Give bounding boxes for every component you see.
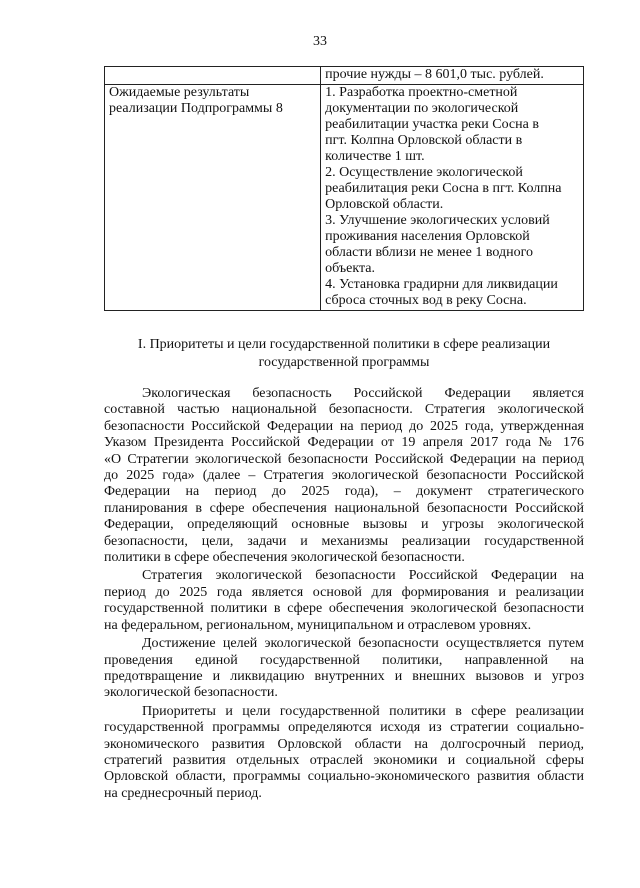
text-line: Орловской области, программы социально-экономического развития области: [104, 769, 584, 785]
text-line: до 2025 года» (далее – Стратегия экологической безопасности Российской: [104, 468, 584, 484]
cell-text: сброса сточных вод в реку Сосна.: [325, 293, 527, 308]
cell-text: объекта.: [325, 261, 376, 276]
cell-text: реабилитация реки Сосна в пгт. Колпна: [325, 181, 562, 196]
heading-line: государственной программы: [258, 355, 430, 370]
text-line: Указом Президента Российской Федерации от 19 апреля 2017 года № 176: [104, 435, 584, 451]
cell-text: 2. Осуществление экологической: [325, 165, 523, 180]
table-cell-label: [105, 85, 321, 311]
text-line: планирования в сфере обеспечения национальной безопасности Российской: [104, 500, 584, 516]
cell-text: пгт. Колпна Орловской области в: [325, 133, 523, 148]
paragraph: [104, 568, 584, 634]
text-line: стратегий развития отдельных отраслей экономики и социальной сферы: [104, 752, 584, 768]
cell-text: количестве 1 шт.: [325, 149, 425, 164]
text-line: Стратегия экологической безопасности Российской Федерации на: [142, 568, 584, 584]
text-line: безопасности, цели, задачи и механизмы реализации государственной: [104, 533, 584, 549]
cell-text: проживания населения Орловской: [325, 229, 530, 244]
text-line: государственной политики в сфере обеспечения экологической безопасности: [104, 601, 584, 617]
table-row-expected-results: [105, 85, 584, 311]
section-heading: [104, 336, 584, 372]
cell-text: Ожидаемые результаты: [109, 85, 250, 100]
cell-text: 4. Установка градирни для ликвидации: [325, 277, 558, 292]
text-line: составной частью национальной безопасности. Стратегия экологической: [104, 402, 584, 418]
table-cell-results: [321, 85, 584, 311]
cell-text: области вблизи не менее 1 водного: [325, 245, 533, 260]
table-cell-funding-continuation: [321, 67, 584, 85]
cell-text: реализации Подпрограммы 8: [109, 101, 283, 116]
cell-text: документации по экологической: [325, 101, 519, 116]
cell-text: Орловской области.: [325, 197, 444, 212]
heading-line: I. Приоритеты и цели государственной политики в сфере реализации: [137, 337, 551, 352]
cell-text: реабилитации участка реки Сосна в: [325, 117, 539, 132]
text-line: безопасности Российской Федерации на период до 2025 года, утвержденная: [104, 418, 584, 434]
paragraph: [104, 636, 584, 702]
cell-text: 3. Улучшение экологических условий: [325, 213, 550, 228]
program-passport-table: [104, 66, 584, 311]
body-text: [104, 386, 584, 804]
text-line: Экологическая безопасность Российской Федерации является: [142, 386, 584, 401]
page-number: 33: [313, 34, 327, 49]
paragraph: [104, 386, 584, 566]
text-line: «О Стратегии экологической безопасности Российской Федерации на период: [104, 451, 584, 467]
paragraph: [104, 704, 584, 802]
cell-text: 1. Разработка проектно-сметной: [325, 85, 518, 100]
table-cell-empty: [105, 67, 321, 85]
text-line: экологической безопасности.: [104, 685, 278, 701]
text-line: экономического развития Орловской области на долгосрочный период,: [104, 736, 584, 752]
text-line: предотвращение и ликвидацию внутренних и внешних вызовов и угроз: [104, 668, 584, 684]
table-row-continuation: [105, 67, 584, 85]
text-line: на среднесрочный период.: [104, 785, 262, 801]
text-line: на федеральном, региональном, муниципальном и отраслевом уровнях.: [104, 617, 532, 633]
cell-text: прочие нужды – 8 601,0 тыс. рублей.: [325, 67, 544, 82]
text-line: период до 2025 года является основой для формирования и реализации: [104, 584, 584, 600]
text-line: Федерации, определяющий основные вызовы и угрозы экологической: [104, 517, 584, 533]
text-line: государственной программы определяются исходя из стратегии социально-: [104, 720, 584, 736]
text-line: политики в сфере обеспечения экологической безопасности.: [104, 550, 465, 566]
text-line: Федерации на период до 2025 года), – документ стратегического: [104, 484, 584, 500]
text-line: Приоритеты и цели государственной политики в сфере реализации: [142, 703, 584, 719]
text-line: проведения единой государственной политики, направленной на: [104, 652, 584, 668]
text-line: Достижение целей экологической безопасности осуществляется путем: [142, 636, 584, 652]
